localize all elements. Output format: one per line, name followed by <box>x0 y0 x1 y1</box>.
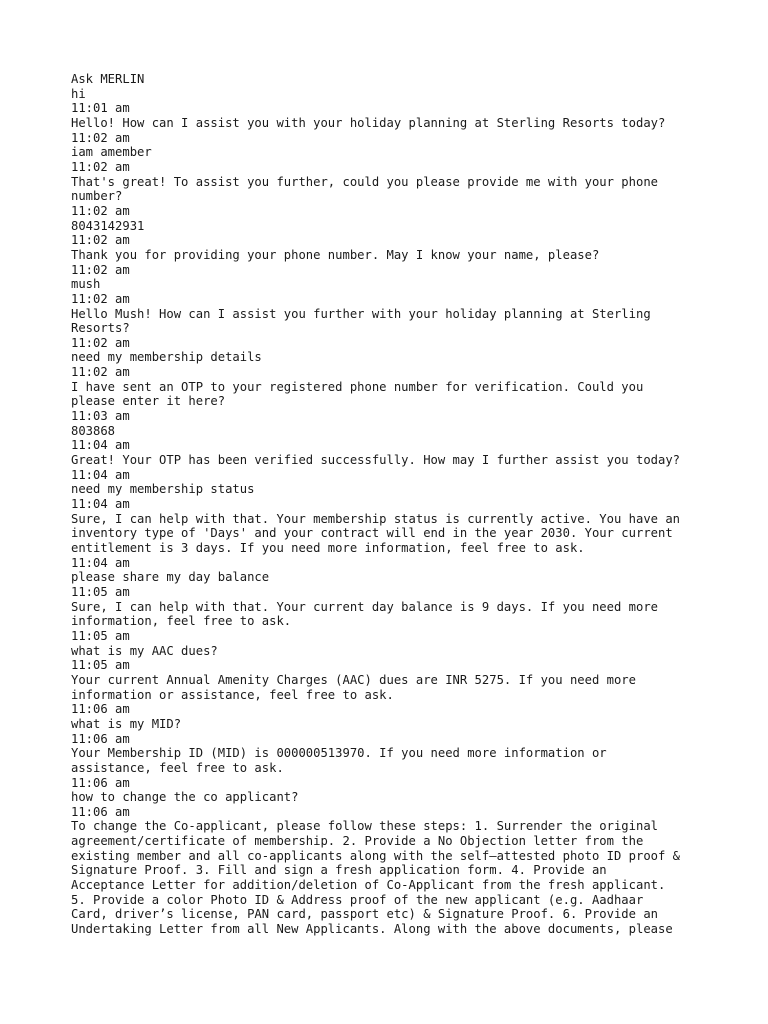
transcript-line: That's great! To assist you further, could you please provide me with your phone <box>71 174 658 189</box>
transcript-line: Your current Annual Amenity Charges (AAC) dues are INR 5275. If you need more <box>71 672 636 687</box>
transcript-line: 11:02 am <box>71 203 130 218</box>
transcript-line: 11:02 am <box>71 130 130 145</box>
transcript-line: 11:03 am <box>71 409 130 424</box>
transcript-line: Card, driver’s license, PAN card, passport etc) & Signature Proof. 6. Provide an <box>71 907 658 922</box>
transcript-line: please share my day balance <box>71 570 270 585</box>
transcript-line: Sure, I can help with that. Your membership status is currently active. You have an <box>71 511 681 526</box>
transcript-line: mush <box>71 277 101 292</box>
transcript-line: information or assistance, feel free to ask. <box>71 687 394 702</box>
transcript-line: what is my AAC dues? <box>71 643 218 658</box>
transcript-line: iam amember <box>71 145 152 160</box>
transcript-line: entitlement is 3 days. If you need more information, feel free to ask. <box>71 541 585 555</box>
transcript-line: existing member and all co-applicants along with the self–attested photo ID proof & <box>71 848 681 863</box>
transcript-line: 8043142931 <box>71 218 145 233</box>
transcript-line: Sure, I can help with that. Your current day balance is 9 days. If you need more <box>71 599 658 614</box>
transcript-line: information, feel free to ask. <box>71 614 292 629</box>
transcript-line: 11:06 am <box>71 775 130 790</box>
transcript-line: inventory type of 'Days' and your contract will end in the year 2030. Your current <box>71 526 673 541</box>
transcript-line: 11:04 am <box>71 497 130 512</box>
transcript-line: 11:02 am <box>71 262 130 277</box>
transcript-line: 11:05 am <box>71 628 130 643</box>
transcript-line: To change the Co-applicant, please follow these steps: 1. Surrender the original <box>71 819 658 834</box>
transcript-line: Your Membership ID (MID) is 000000513970. If you need more information or <box>71 746 607 761</box>
chat-transcript <box>71 72 711 937</box>
transcript-line: Thank you for providing your phone number. May I know your name, please? <box>71 247 600 262</box>
transcript-line: number? <box>71 189 123 204</box>
transcript-line: 11:02 am <box>71 159 130 174</box>
transcript-line: Great! Your OTP has been verified successfully. How may I further assist you today? <box>71 453 681 468</box>
transcript-line: I have sent an OTP to your registered phone number for verification. Could you <box>71 379 644 394</box>
transcript-line: Signature Proof. 3. Fill and sign a fresh application form. 4. Provide an <box>71 863 607 878</box>
transcript-line: 803868 <box>71 423 116 438</box>
transcript-line: please enter it here? <box>71 394 226 409</box>
transcript-line: Resorts? <box>71 321 130 336</box>
transcript-line: 11:02 am <box>71 335 130 350</box>
transcript-line: 11:04 am <box>71 467 130 482</box>
transcript-line: need my membership status <box>71 482 255 497</box>
transcript-line: 11:01 am <box>71 101 130 116</box>
transcript-line: what is my MID? <box>71 716 182 731</box>
transcript-line: 11:06 am <box>71 804 130 819</box>
transcript-line: Hello! How can I assist you with your holiday planning at Sterling Resorts today? <box>71 115 666 130</box>
transcript-line: assistance, feel free to ask. <box>71 760 284 775</box>
transcript-line: 11:06 am <box>71 702 130 717</box>
transcript-line: need my membership details <box>71 350 262 365</box>
transcript-line: agreement/certificate of membership. 2. Provide a No Objection letter from the <box>71 834 644 849</box>
transcript-line: Acceptance Letter for addition/deletion of Co-Applicant from the fresh applicant. <box>71 878 666 893</box>
transcript-line: 11:06 am <box>71 731 130 746</box>
transcript-line: 11:05 am <box>71 584 130 599</box>
transcript-line: 11:02 am <box>71 233 130 248</box>
transcript-line: 11:04 am <box>71 555 130 570</box>
transcript-line: 11:04 am <box>71 438 130 453</box>
transcript-line: Undertaking Letter from all New Applicants. Along with the above documents, please <box>71 922 673 937</box>
transcript-line: Ask MERLIN <box>71 72 145 86</box>
transcript-line: 5. Provide a color Photo ID & Address proof of the new applicant (e.g. Aadhaar <box>71 892 644 907</box>
transcript-line: 11:02 am <box>71 365 130 380</box>
transcript-line: 11:05 am <box>71 658 130 673</box>
transcript-line: 11:02 am <box>71 291 130 306</box>
transcript-line: hi <box>71 86 86 101</box>
transcript-line: how to change the co applicant? <box>71 790 299 805</box>
transcript-line: Hello Mush! How can I assist you further with your holiday planning at Sterling <box>71 306 651 321</box>
